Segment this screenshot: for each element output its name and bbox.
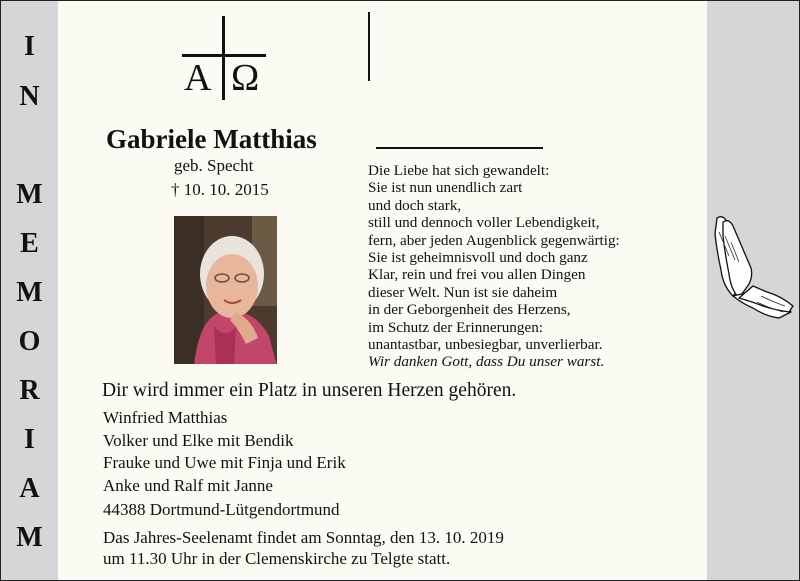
cross-icon (222, 16, 225, 100)
poem-line: fern, aber jeden Augenblick gegenwärtig: (368, 231, 620, 249)
deceased-name: Gabriele Matthias (106, 124, 317, 154)
heart-line: Dir wird immer ein Platz in unseren Herzen gehören. (102, 380, 517, 401)
poem-line: dieser Welt. Nun ist sie daheim (368, 283, 558, 301)
poem-line: Klar, rein und frei vou allen Dingen (368, 266, 586, 284)
side-title-letter: M (16, 522, 43, 553)
side-title-letter: M (16, 277, 43, 308)
signer: Anke und Ralf mit Janne (103, 475, 273, 495)
poem-line: unantastbar, unbesiegbar, unverlierbar. (368, 336, 603, 354)
mass-notice (103, 527, 504, 569)
death-date: † 10. 10. 2015 (171, 180, 269, 199)
side-title-letter: I (24, 424, 35, 455)
poem-line: Die Liebe hat sich gewandelt: (368, 162, 550, 179)
vertical-divider (368, 12, 370, 81)
horizontal-rule (376, 147, 543, 149)
side-title-letter: A (19, 473, 40, 504)
notice-line: um 11.30 Uhr in der Clemenskirche zu Telgte statt. (103, 549, 451, 568)
signer: Winfried Matthias (103, 408, 228, 427)
side-title-letter: E (20, 228, 39, 259)
poem-line: und doch stark, (368, 196, 462, 214)
notice-line: Das Jahres-Seelenamt findet am Sonntag, den 13. 10. 2019 (103, 528, 504, 547)
birth-name: geb. Specht (174, 156, 254, 175)
portrait-photo (174, 216, 277, 364)
address: 44388 Dortmund-Lütgendortmund (103, 500, 340, 519)
poem-line: Sie ist nun unendlich zart (368, 179, 523, 197)
poem-closing-line: Wir danken Gott, dass Du unser warst. (368, 353, 605, 371)
signer: Frauke und Uwe mit Finja und Erik (103, 453, 346, 472)
praying-hands-icon (709, 212, 797, 324)
omega-symbol: Ω (231, 57, 260, 99)
alpha-symbol: A (184, 57, 212, 99)
side-title-letter: O (18, 326, 41, 357)
side-title-letter: I (24, 31, 35, 62)
poem (368, 162, 698, 371)
poem-line: still und dennoch voller Lebendigkeit, (368, 214, 600, 232)
signer: Volker und Elke mit Bendik (103, 430, 294, 450)
signers-list (103, 407, 346, 497)
side-title-letter: M (16, 179, 43, 210)
poem-line: in der Geborgenheit des Herzens, (368, 301, 571, 319)
side-title-letter: N (19, 81, 40, 112)
poem-line: Sie ist geheimnisvoll und doch ganz (368, 249, 588, 267)
side-title-letter: R (19, 375, 40, 406)
poem-line: im Schutz der Erinnerungen: (368, 318, 544, 336)
